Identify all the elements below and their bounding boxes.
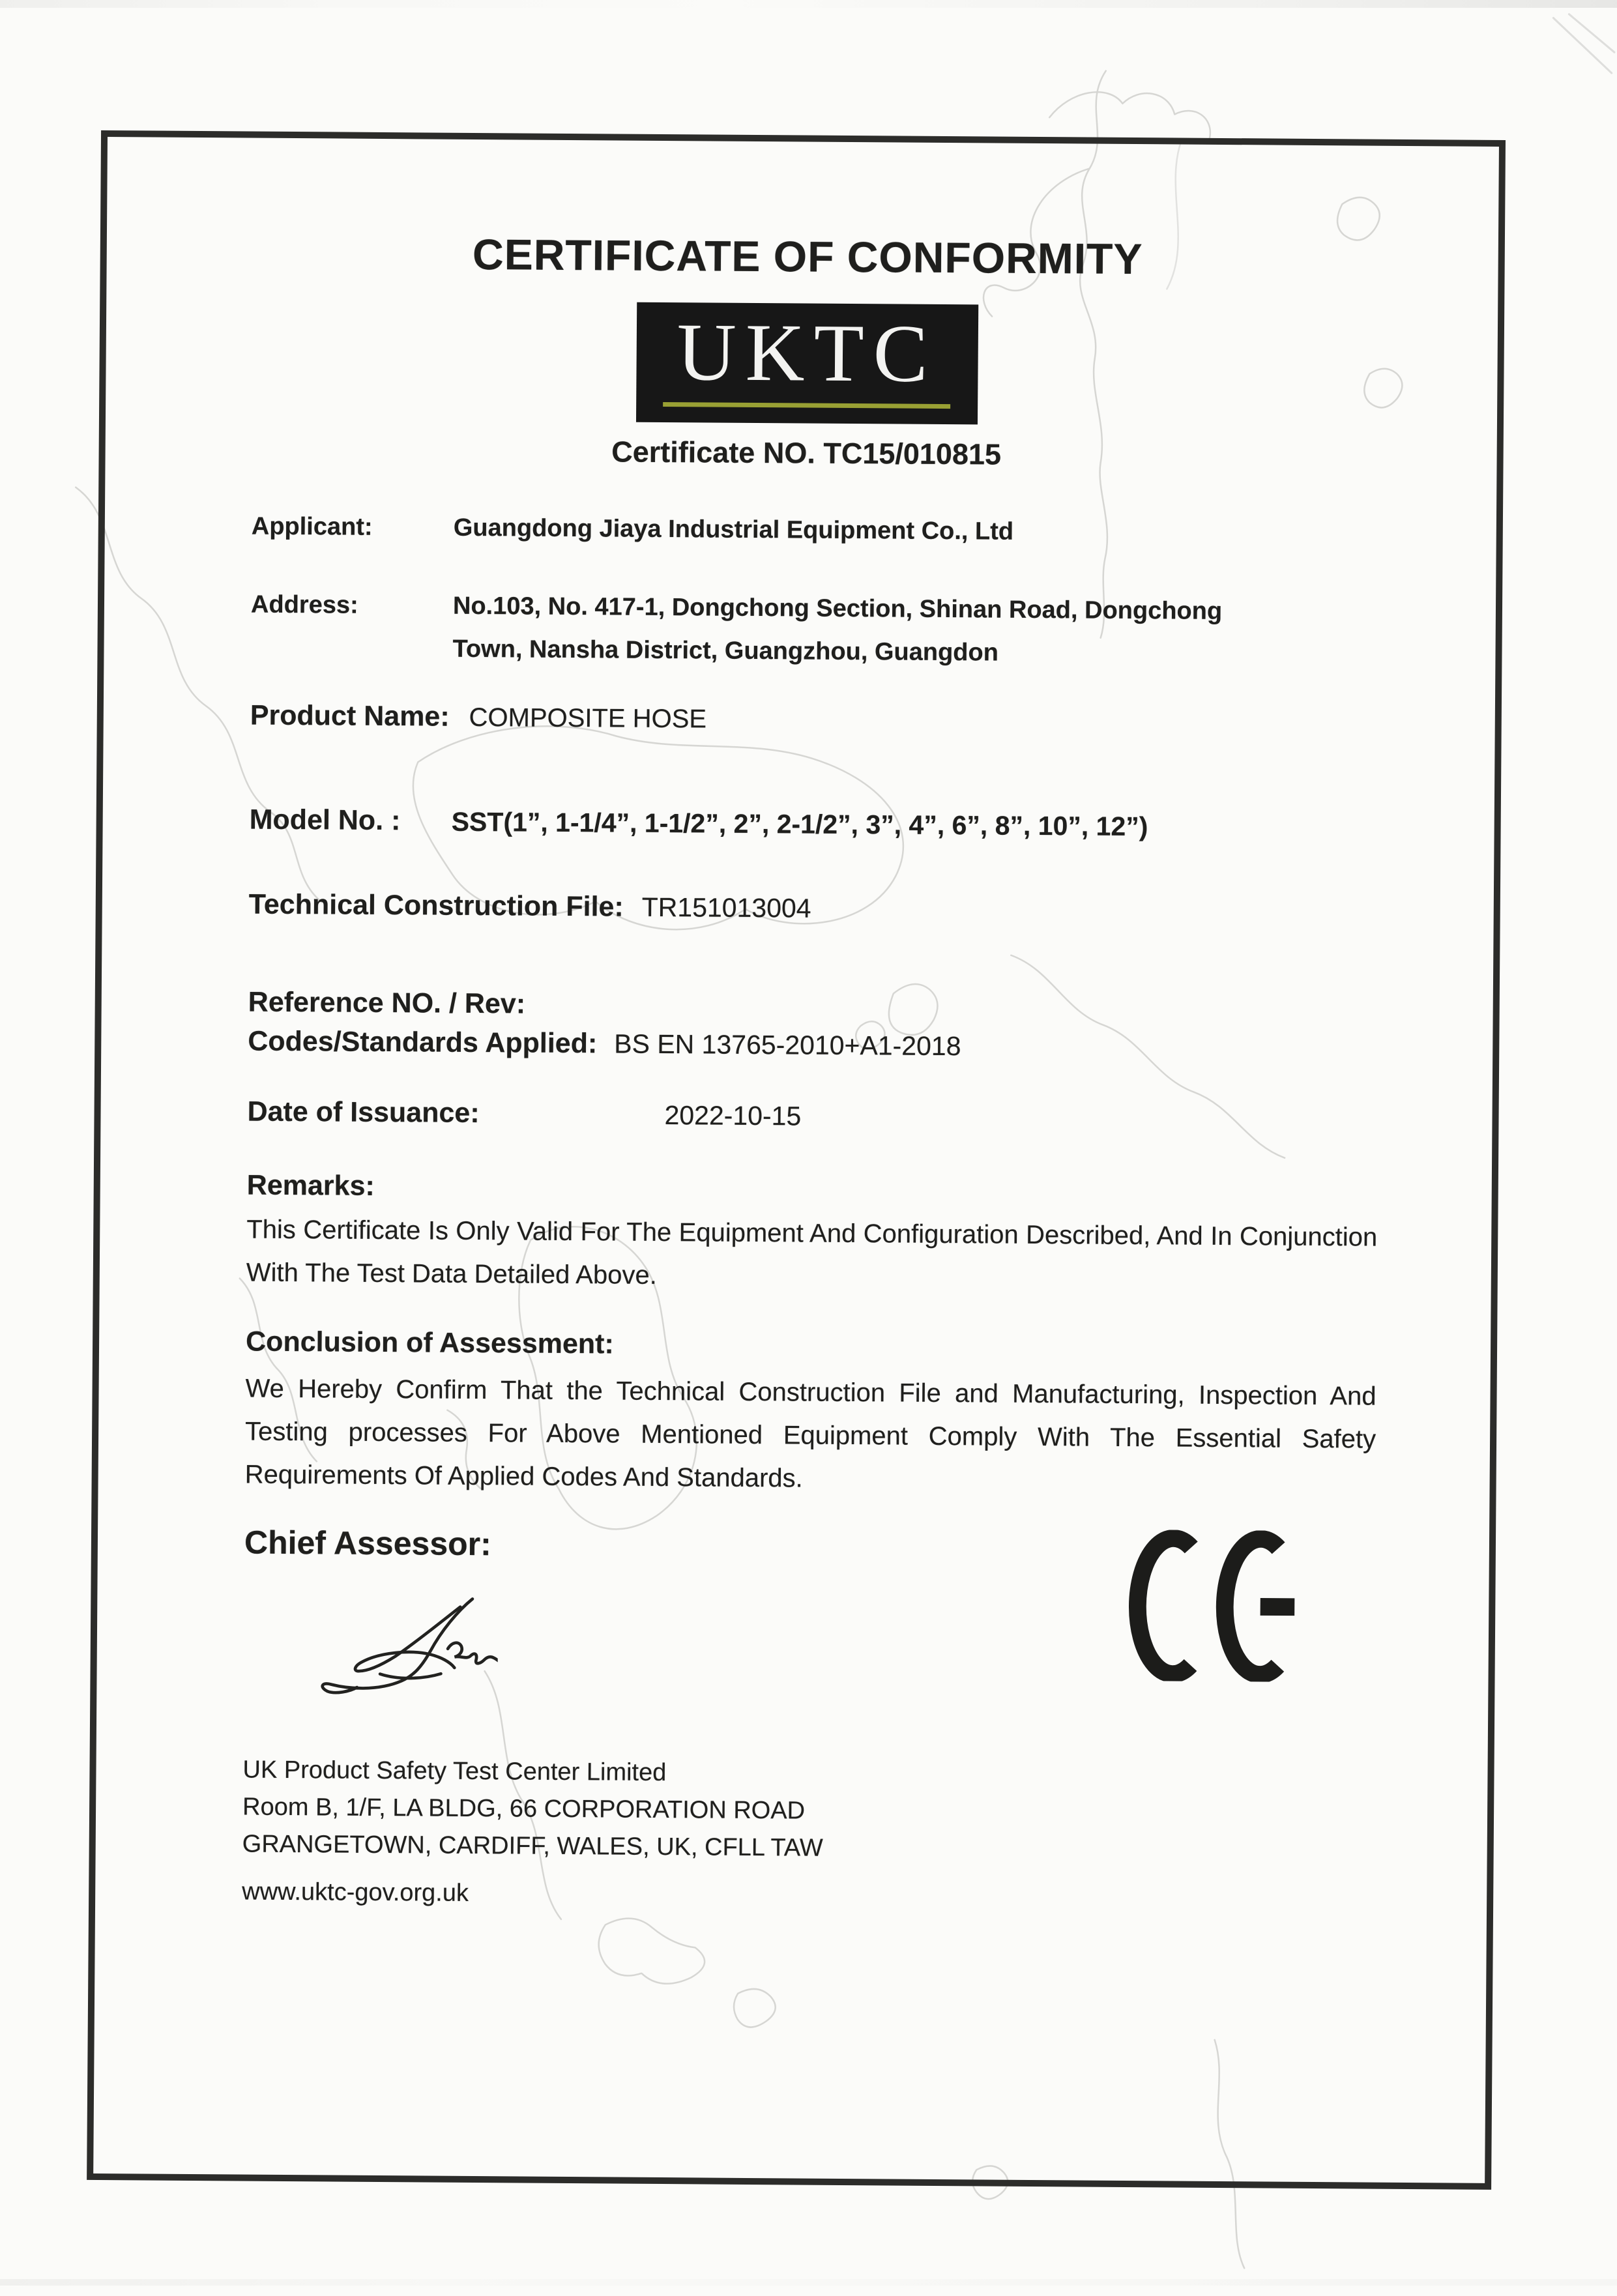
codes-standards-label: Codes/Standards Applied: (248, 1025, 598, 1060)
signature-scribble-icon (315, 1590, 498, 1701)
applicant-row (252, 513, 373, 542)
address-row (251, 591, 358, 620)
issuer-company-name: UK Product Safety Test Center Limited (242, 1756, 667, 1787)
technical-file-label: Technical Construction File: (248, 888, 624, 923)
codes-standards-row (248, 1026, 961, 1063)
product-name-row (250, 700, 707, 735)
technical-file-row (249, 889, 811, 925)
applicant-value: Guangdong Jiaya Industrial Equipment Co., Ltd (453, 514, 1014, 545)
chief-assessor-label: Chief Assessor: (244, 1524, 491, 1563)
uktc-logo-underline (663, 402, 950, 409)
conclusion-text: We Hereby Confirm That the Technical Construction File and Manufacturing, Inspection And Testing processes For Above Mentioned Equipment Comply With The Essential Safety Requirements Of Applied Codes And Standards. (244, 1374, 1377, 1493)
product-name-value: COMPOSITE HOSE (469, 703, 707, 734)
address-line-2: Town, Nansha District, Guangzhou, Guangdon (452, 635, 999, 667)
remarks-heading: Remarks: (246, 1169, 375, 1202)
remarks-text: This Certificate Is Only Valid For The Equipment And Configuration Described, And In Conjunction With The Test Data Detailed Above. (246, 1215, 1378, 1290)
issuer-address-line-1: Room B, 1/F, LA BLDG, 66 CORPORATION ROAD (242, 1793, 806, 1825)
applicant-label: Applicant: (251, 512, 373, 541)
certificate-number: Certificate NO. TC15/010815 (611, 435, 1002, 471)
issuer-address-line-2: GRANGETOWN, CARDIFF, WALES, UK, CFLL TAW (242, 1830, 823, 1862)
issuer-website: www.uktc-gov.org.uk (242, 1878, 469, 1907)
issuer-footer (242, 1752, 824, 1915)
uktc-logo (635, 302, 978, 425)
reference-row (248, 987, 526, 1021)
model-no-label: Model No. : (249, 804, 401, 837)
reference-label: Reference NO. / Rev: (248, 986, 526, 1020)
date-of-issuance-value: 2022-10-15 (664, 1100, 802, 1131)
product-name-label: Product Name: (250, 699, 450, 733)
ce-mark-icon (1126, 1530, 1302, 1682)
date-of-issuance-label: Date of Issuance: (247, 1096, 480, 1129)
model-no-value: SST(1”, 1-1/4”, 1-1/2”, 2”, 2-1/2”, 3”, 4”, 6”, 8”, 10”, 12”) (451, 806, 1148, 842)
technical-file-value: TR151013004 (641, 892, 811, 923)
date-of-issuance-row (247, 1096, 479, 1129)
uktc-logo-text: UKTC (677, 307, 938, 400)
codes-standards-value: BS EN 13765-2010+A1-2018 (614, 1028, 961, 1062)
address-label: Address: (250, 590, 358, 619)
conclusion-heading: Conclusion of Assessment: (245, 1326, 614, 1360)
address-line-1: No.103, No. 417-1, Dongchong Section, Shinan Road, Dongchong (452, 592, 1223, 625)
model-no-row (250, 804, 401, 837)
certificate-title: CERTIFICATE OF CONFORMITY (472, 229, 1143, 283)
address-value (452, 585, 1222, 676)
